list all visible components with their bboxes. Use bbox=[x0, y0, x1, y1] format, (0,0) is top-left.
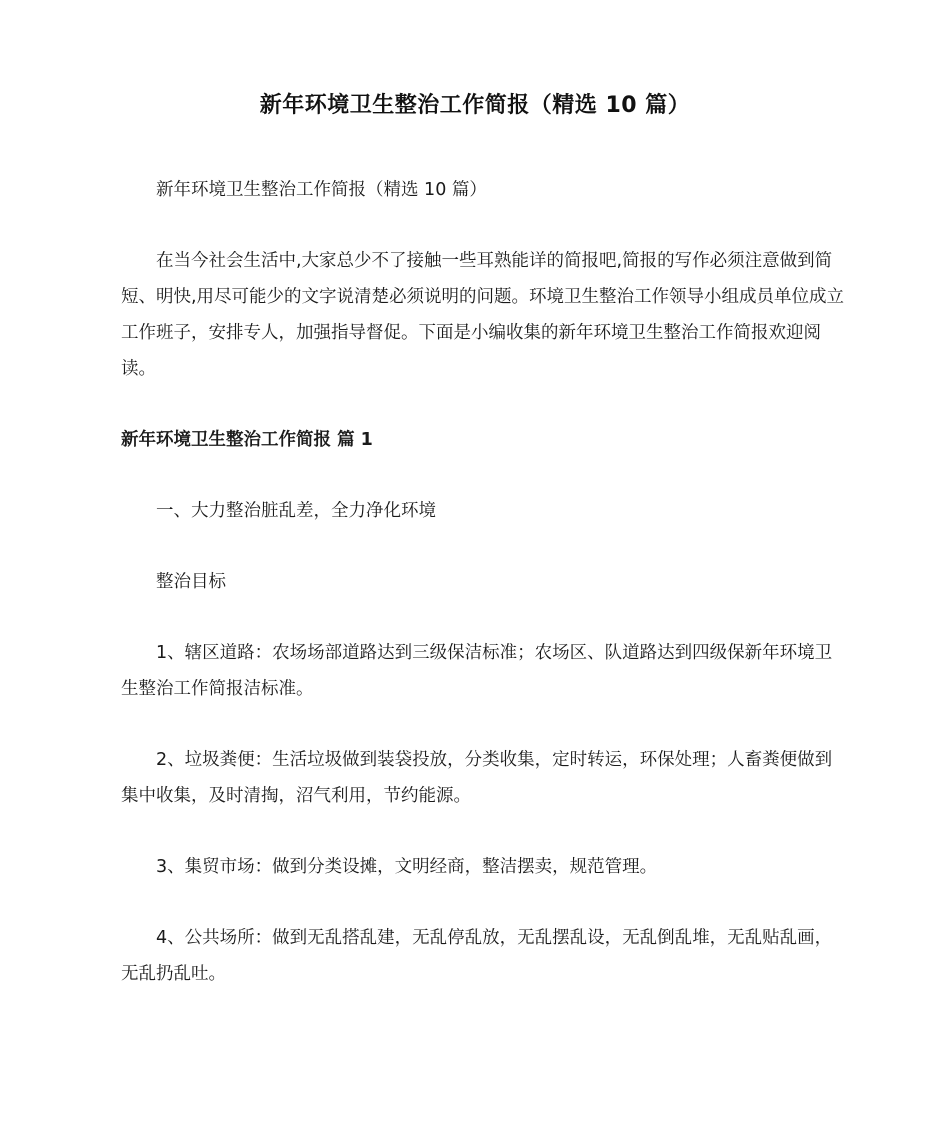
goal-label-paragraph: 整治目标 bbox=[156, 572, 226, 592]
intro-paragraph: 在当今社会生活中,大家总少不了接触一些耳熟能详的简报吧,简报的写作必须注意做到简短、明快,用尽可能少的文字说清楚必须说明的问题。环境卫生整治工作领导小组成员单位成立工作班子，安排专人，加强指导督促。下面是小编收集的新年环境卫生整治工作简报欢迎阅读。 bbox=[121, 251, 845, 379]
list-item: 1、辖区道路：农场场部道路达到三级保洁标准；农场区、队道路达到四级保新年环境卫生整治工作简报洁标准。 bbox=[121, 643, 833, 699]
subtitle-paragraph: 新年环境卫生整治工作简报（精选 10 篇） bbox=[156, 180, 487, 200]
list-item: 4、公共场所：做到无乱搭乱建，无乱停乱放，无乱摆乱设，无乱倒乱堆，无乱贴乱画，无乱扔乱吐。 bbox=[121, 928, 833, 984]
document-body bbox=[121, 172, 845, 1027]
point-one-paragraph: 一、大力整治脏乱差，全力净化环境 bbox=[156, 501, 436, 521]
list-item: 2、垃圾粪便：生活垃圾做到装袋投放，分类收集，定时转运，环保处理；人畜粪便做到集中收集，及时清掏，沼气利用，节约能源。 bbox=[121, 750, 833, 806]
document-title: 新年环境卫生整治工作简报（精选 10 篇） bbox=[259, 93, 691, 118]
list-item: 3、集贸市场：做到分类设摊，文明经商，整洁摆卖，规范管理。 bbox=[156, 857, 658, 877]
section-heading: 新年环境卫生整治工作简报 篇 1 bbox=[121, 430, 373, 450]
